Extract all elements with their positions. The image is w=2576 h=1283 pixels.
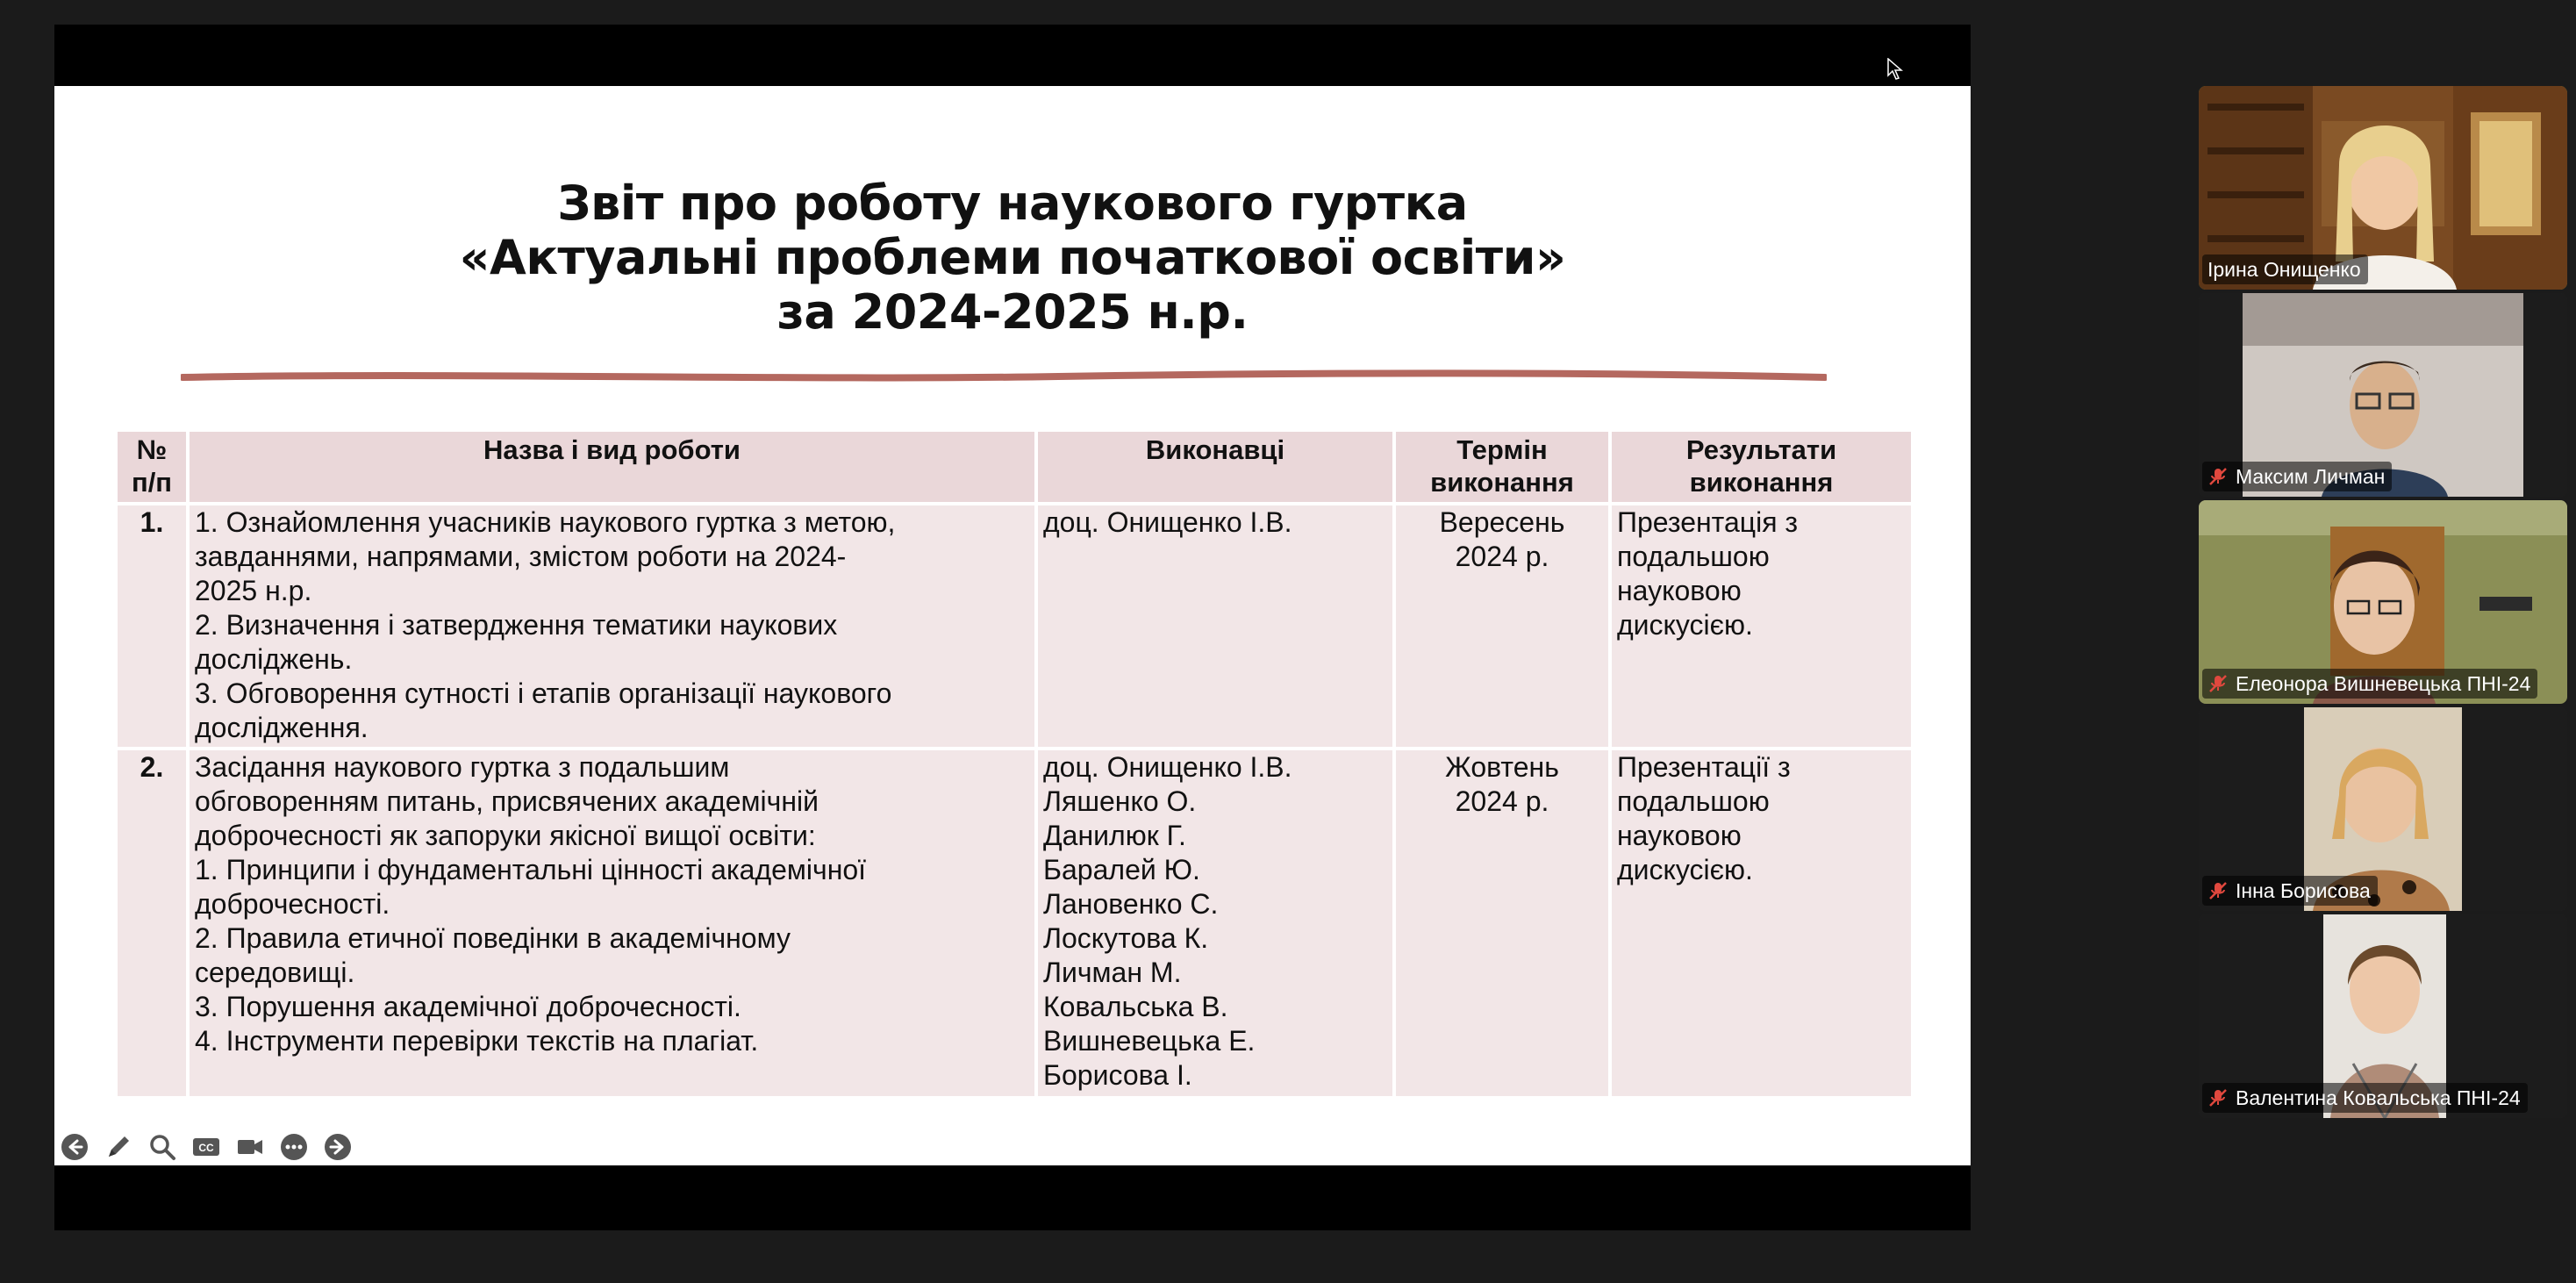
work-line: досліджень.	[195, 643, 353, 675]
muted-mic-icon	[2207, 466, 2229, 487]
table-row	[116, 504, 1913, 749]
work-line: 3. Порушення академічної доброчесності.	[195, 991, 741, 1022]
work-line: 4. Інструменти перевірки текстів на плагіат.	[195, 1025, 759, 1057]
work-line: 2. Визначення і затвердження тематики наукових	[195, 609, 838, 641]
previous-slide-button[interactable]	[58, 1130, 91, 1164]
performer-name: Личман М.	[1043, 957, 1182, 988]
participant-name-label: Елеонора Вишневецька ПНІ-24	[2202, 669, 2537, 699]
work-line: 1. Принципи і фундаментальні цінності академічної	[195, 854, 867, 885]
slide-controls-bar	[54, 1125, 354, 1169]
participant-tile[interactable]	[2199, 293, 2567, 497]
column-header-performers: Виконавці	[1036, 430, 1394, 504]
work-line: середовищі.	[195, 957, 355, 988]
performer-name: Данилюк Г.	[1043, 820, 1186, 851]
result-line: подальшою	[1617, 785, 1770, 817]
participant-tile[interactable]	[2199, 500, 2567, 704]
term-line: 2024 р.	[1455, 785, 1549, 817]
participant-name-label: Валентина Ковальська ПНІ-24	[2202, 1083, 2528, 1113]
work-line: 2. Правила етичної поведінки в академічному	[195, 922, 791, 954]
row-number: 2.	[116, 749, 188, 1098]
performer-name: доц. Онищенко І.В.	[1043, 506, 1292, 538]
title-underline	[181, 369, 1827, 386]
performer-name: доц. Онищенко І.В.	[1043, 751, 1292, 783]
performer-name: Борисова І.	[1043, 1059, 1192, 1091]
work-line: обговоренням питань, присвячених академічній	[195, 785, 819, 817]
participant-tile[interactable]	[2199, 86, 2567, 290]
work-line: доброчесності як запоруки якісної вищої освіти:	[195, 820, 816, 851]
work-line: 3. Обговорення сутності і етапів організації наукового	[195, 677, 892, 709]
result-line: науковою	[1617, 820, 1742, 851]
captions-icon	[191, 1132, 221, 1162]
performer-name: Лоскутова К.	[1043, 922, 1209, 954]
performer-name: Лановенко С.	[1043, 888, 1219, 920]
participant-tile[interactable]	[2199, 914, 2567, 1118]
more-button[interactable]	[277, 1130, 311, 1164]
result-line: подальшою	[1617, 541, 1770, 572]
work-cell	[188, 749, 1036, 1098]
muted-mic-icon	[2207, 880, 2229, 901]
zoom-button[interactable]	[146, 1130, 179, 1164]
performers-cell	[1036, 749, 1394, 1098]
presentation-slide	[54, 86, 1971, 1165]
result-line: дискусією.	[1617, 609, 1753, 641]
slide-title-line: Звіт про роботу наукового гуртка	[557, 176, 1468, 231]
term-cell	[1394, 504, 1610, 749]
work-line: Засідання наукового гуртка з подальшим	[195, 751, 730, 783]
column-header-results: Результати виконання	[1610, 430, 1913, 504]
table-row	[116, 749, 1913, 1098]
term-line: Вересень	[1439, 506, 1565, 538]
camera-button[interactable]	[233, 1130, 267, 1164]
pen-button[interactable]	[102, 1130, 135, 1164]
work-cell	[188, 504, 1036, 749]
previous-slide-icon	[60, 1132, 89, 1162]
report-table	[114, 428, 1914, 1100]
next-slide-button[interactable]	[321, 1130, 354, 1164]
next-slide-icon	[323, 1132, 353, 1162]
result-line: дискусією.	[1617, 854, 1753, 885]
zoom-icon	[147, 1132, 177, 1162]
term-cell	[1394, 749, 1610, 1098]
work-line: 2025 н.р.	[195, 575, 312, 606]
result-cell	[1610, 749, 1913, 1098]
performer-name: Баралей Ю.	[1043, 854, 1200, 885]
participant-name-label: Максим Личман	[2202, 462, 2392, 491]
result-line: Презентація з	[1617, 506, 1799, 538]
table-header-row	[116, 430, 1913, 504]
performers-cell	[1036, 504, 1394, 749]
result-cell	[1610, 504, 1913, 749]
camera-icon	[235, 1132, 265, 1162]
slide-title	[54, 176, 1971, 340]
performer-name: Вишневецька Е.	[1043, 1025, 1256, 1057]
result-line: Презентації з	[1617, 751, 1791, 783]
performer-name: Ковальська В.	[1043, 991, 1228, 1022]
svg-text:CC: CC	[198, 1142, 214, 1154]
column-header-number: № п/п	[116, 430, 188, 504]
result-line: науковою	[1617, 575, 1742, 606]
participant-name-label: Ірина Онищенко	[2202, 254, 2368, 284]
work-line: доброчесності.	[195, 888, 390, 920]
term-line: Жовтень	[1445, 751, 1559, 783]
pen-icon	[104, 1132, 133, 1162]
captions-button[interactable]	[190, 1130, 223, 1164]
performer-name: Ляшенко О.	[1043, 785, 1197, 817]
slide-title-line: «Актуальні проблеми початкової освіти»	[459, 230, 1566, 285]
term-line: 2024 р.	[1455, 541, 1549, 572]
row-number: 1.	[116, 504, 188, 749]
work-line: 1. Ознайомлення учасників наукового гуртка з метою,	[195, 506, 896, 538]
participant-tile[interactable]	[2199, 707, 2567, 911]
work-line: завданнями, напрямами, змістом роботи на 2024-	[195, 541, 847, 572]
muted-mic-icon	[2207, 1087, 2229, 1108]
more-icon	[279, 1132, 309, 1162]
participant-name-label: Інна Борисова	[2202, 876, 2378, 906]
muted-mic-icon	[2207, 673, 2229, 694]
mouse-cursor-icon	[1887, 58, 1903, 81]
column-header-term: Термін виконання	[1394, 430, 1610, 504]
column-header-work: Назва і вид роботи	[188, 430, 1036, 504]
slide-title-line: за 2024-2025 н.р.	[776, 284, 1249, 340]
work-line: дослідження.	[195, 712, 369, 743]
